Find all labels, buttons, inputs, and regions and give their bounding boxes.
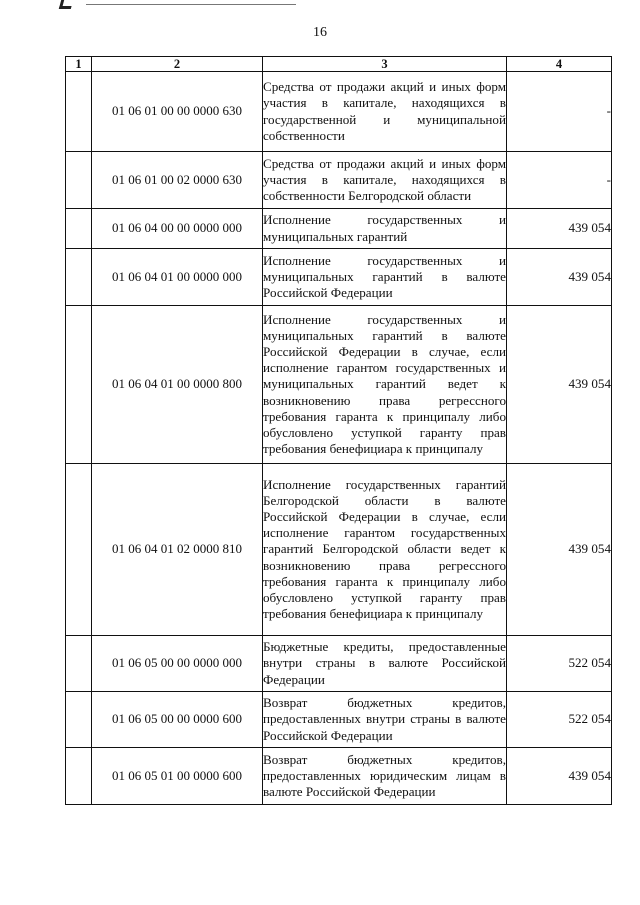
column-header-3: 3 bbox=[263, 57, 507, 72]
page-number: 16 bbox=[313, 25, 327, 40]
code-cell: 01 06 01 00 02 0000 630 bbox=[92, 152, 263, 209]
table-header-row bbox=[66, 57, 612, 72]
table-row bbox=[66, 152, 612, 209]
amount-cell: - bbox=[507, 72, 612, 152]
table-row bbox=[66, 306, 612, 464]
column-header-1: 1 bbox=[66, 57, 92, 72]
code-cell: 01 06 04 01 00 0000 800 bbox=[92, 306, 263, 464]
code-cell: 01 06 01 00 00 0000 630 bbox=[92, 72, 263, 152]
scan-mark bbox=[60, 0, 72, 9]
budget-sources-table bbox=[65, 56, 612, 805]
amount-cell: 439 054 bbox=[507, 748, 612, 805]
row-number-cell bbox=[66, 636, 92, 692]
code-cell: 01 06 05 01 00 0000 600 bbox=[92, 748, 263, 805]
name-cell: Исполнение государственных и муниципальных гарантий в валюте Российской Федерации bbox=[263, 249, 507, 306]
amount-cell: - bbox=[507, 152, 612, 209]
column-header-2: 2 bbox=[92, 57, 263, 72]
amount-cell: 522 054 bbox=[507, 692, 612, 748]
name-cell: Возврат бюджетных кредитов, предоставленных юридическим лицам в валюте Российской Федерации bbox=[263, 748, 507, 805]
table-row bbox=[66, 209, 612, 249]
name-cell: Возврат бюджетных кредитов, предоставленных внутри страны в валюте Российской Федерации bbox=[263, 692, 507, 748]
row-number-cell bbox=[66, 72, 92, 152]
row-number-cell bbox=[66, 152, 92, 209]
code-cell: 01 06 05 00 00 0000 600 bbox=[92, 692, 263, 748]
code-cell: 01 06 04 01 00 0000 000 bbox=[92, 249, 263, 306]
name-cell: Исполнение государственных и муниципальных гарантий в валюте Российской Федерации в случае, если исполнение гарантом государственных и муниципальных гарантий ведет к возникновению права регрессного требования гаранта к принципалу либо обусловлено уступкой гаранту прав требования бенефициара к принципалу bbox=[263, 306, 507, 464]
scan-top-line bbox=[86, 4, 296, 6]
code-cell: 01 06 05 00 00 0000 000 bbox=[92, 636, 263, 692]
table-row bbox=[66, 636, 612, 692]
row-number-cell bbox=[66, 748, 92, 805]
row-number-cell bbox=[66, 209, 92, 249]
name-cell: Исполнение государственных и муниципальных гарантий bbox=[263, 209, 507, 249]
amount-cell: 439 054 bbox=[507, 306, 612, 464]
amount-cell: 439 054 bbox=[507, 464, 612, 636]
table-row bbox=[66, 72, 612, 152]
table-row bbox=[66, 692, 612, 748]
code-cell: 01 06 04 01 02 0000 810 bbox=[92, 464, 263, 636]
row-number-cell bbox=[66, 464, 92, 636]
amount-cell: 522 054 bbox=[507, 636, 612, 692]
amount-cell: 439 054 bbox=[507, 249, 612, 306]
row-number-cell bbox=[66, 306, 92, 464]
column-header-4: 4 bbox=[507, 57, 612, 72]
amount-cell: 439 054 bbox=[507, 209, 612, 249]
table-row bbox=[66, 748, 612, 805]
table-row bbox=[66, 464, 612, 636]
table-row bbox=[66, 249, 612, 306]
name-cell: Исполнение государственных гарантий Белгородской области в валюте Российской Федерации в случае, если исполнение гарантом государственных гарантий Белгородской области ведет к возникновению права регрессного требования гаранта к принципалу либо обусловлено уступкой гаранту прав требования бенефициара к принципалу bbox=[263, 464, 507, 636]
name-cell: Средства от продажи акций и иных форм участия в капитале, находящихся в собственности Белгородской области bbox=[263, 152, 507, 209]
row-number-cell bbox=[66, 692, 92, 748]
row-number-cell bbox=[66, 249, 92, 306]
name-cell: Средства от продажи акций и иных форм участия в капитале, находящихся в государственной и муниципальной собственности bbox=[263, 72, 507, 152]
code-cell: 01 06 04 00 00 0000 000 bbox=[92, 209, 263, 249]
name-cell: Бюджетные кредиты, предоставленные внутри страны в валюте Российской Федерации bbox=[263, 636, 507, 692]
